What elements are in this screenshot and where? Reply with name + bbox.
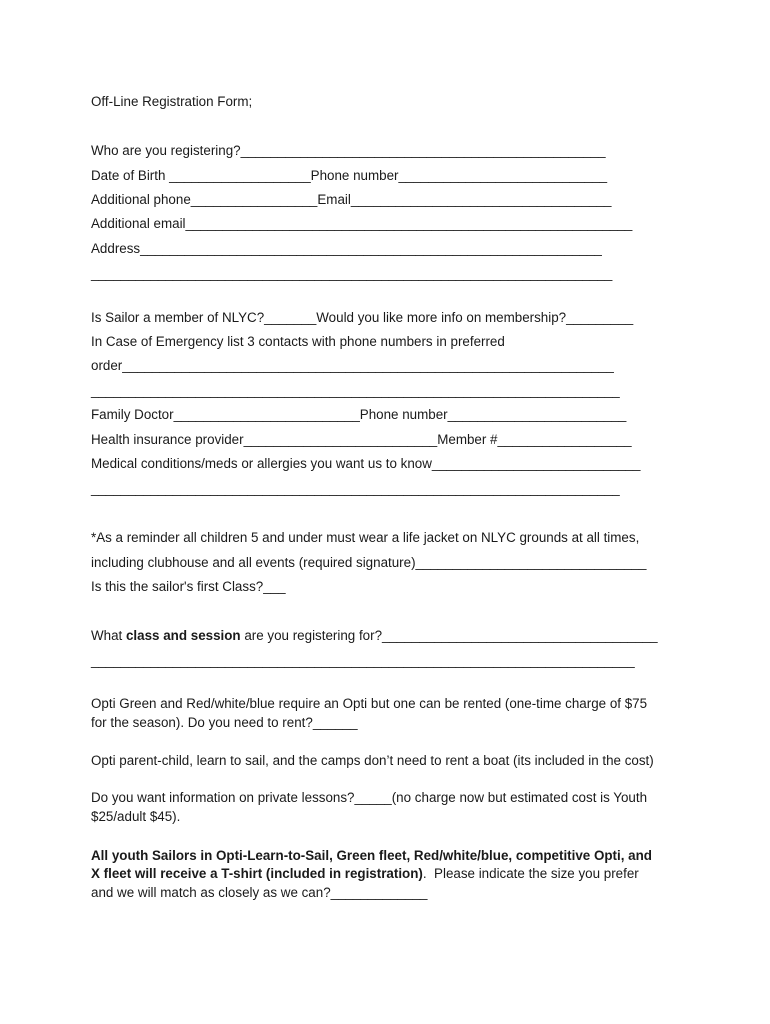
tshirt-notice-bold: All youth Sailors in Opti-Learn-to-Sail, Green fleet, Red/white/blue, competitive Opti, and <box>91 848 652 863</box>
dob-phone-field[interactable]: Date of Birth ___________________Phone number____________________________ <box>91 168 608 183</box>
opti-rental-field[interactable]: for the season). Do you need to rent?______ <box>91 715 358 730</box>
membership-field[interactable]: Is Sailor a member of NLYC?_______Would you like more info on membership?_________ <box>91 310 634 325</box>
medical-conditions-continuation-field[interactable]: _______________________________________________________________________ <box>91 481 620 496</box>
class-question-bold: class and session <box>125 628 241 643</box>
form-title: Off-Line Registration Form; <box>91 94 253 109</box>
class-session-field[interactable] <box>91 628 658 644</box>
address-field[interactable]: Address______________________________________________________________ <box>91 241 602 256</box>
emergency-instructions: In Case of Emergency list 3 contacts with phone numbers in preferred <box>91 334 505 349</box>
medical-conditions-field[interactable]: Medical conditions/meds or allergies you want us to know____________________________ <box>91 456 641 471</box>
life-jacket-reminder: *As a reminder all children 5 and under must wear a life jacket on NLYC grounds at all times, <box>91 530 640 545</box>
family-doctor-field[interactable]: Family Doctor_________________________Phone number________________________ <box>91 407 627 422</box>
emergency-contacts-field[interactable]: order__________________________________________________________________ <box>91 358 614 373</box>
tshirt-included-bold: X fleet will receive a T-shirt (included in registration) <box>91 866 423 881</box>
class-question-prefix: What <box>91 628 126 643</box>
tshirt-notice-line-2 <box>91 866 639 882</box>
life-jacket-signature-field[interactable]: including clubhouse and all events (required signature)_______________________________ <box>91 555 647 570</box>
private-lessons-cost: $25/adult $45). <box>91 809 181 824</box>
opti-rental-info: Opti Green and Red/white/blue require an Opti but one can be rented (one-time charge of $75 <box>91 696 648 711</box>
tshirt-size-prompt: . Please indicate the size you prefer <box>422 866 639 881</box>
class-session-continuation-field[interactable]: _________________________________________________________________________ <box>91 653 635 668</box>
additional-phone-email-field[interactable]: Additional phone_________________Email___________________________________ <box>91 192 612 207</box>
class-question-suffix: are you registering for?_____________________________________ <box>240 628 658 643</box>
first-class-field[interactable]: Is this the sailor's first Class?___ <box>91 579 286 594</box>
who-registering-field[interactable]: Who are you registering?_________________________________________________ <box>91 143 606 158</box>
emergency-contacts-continuation-field[interactable]: _______________________________________________________________________ <box>91 383 620 398</box>
opti-parent-child-note: Opti parent-child, learn to sail, and the camps don’t need to rent a boat (its included in the cost) <box>91 753 654 768</box>
health-insurance-field[interactable]: Health insurance provider__________________________Member #__________________ <box>91 432 632 447</box>
additional-email-field[interactable]: Additional email____________________________________________________________ <box>91 216 633 231</box>
address-continuation-field[interactable]: ______________________________________________________________________ <box>91 266 613 281</box>
tshirt-size-field[interactable]: and we will match as closely as we can?_____________ <box>91 885 428 900</box>
private-lessons-field[interactable]: Do you want information on private lessons?_____(no charge now but estimated cost is Youth <box>91 790 648 805</box>
